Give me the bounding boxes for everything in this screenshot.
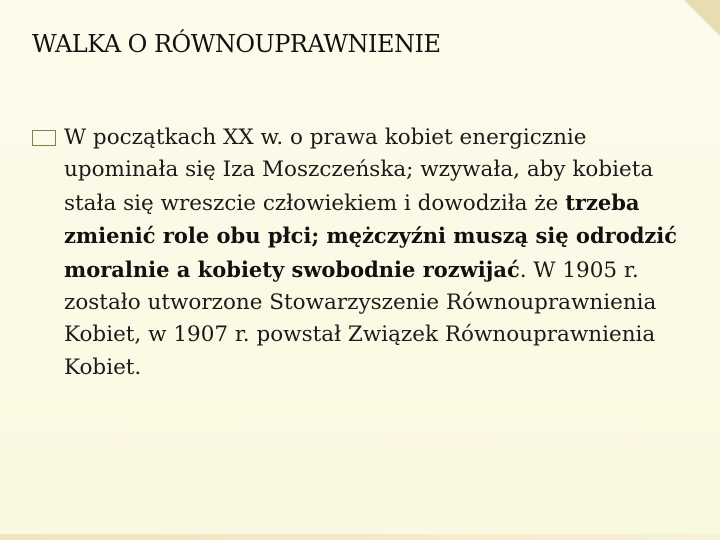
text-part-1: W początkach XX w. o prawa kobiet energicznie upominała się Iza Moszczeńska; wzywała, aby kobieta stała się wreszcie człowiekiem i dowodziła że [64, 125, 654, 216]
corner-decoration [684, 0, 720, 36]
text-part-2: . W 1905 r. zostało utworzone Stowarzyszenie Równouprawnienia Kobiet, w 1907 r. powstał Związek Równouprawnienia Kobiet. [64, 257, 657, 380]
bullet-text [64, 122, 692, 384]
slide-title: WALKA O RÓWNOUPRAWNIENIE [32, 30, 441, 58]
square-bullet-icon [32, 130, 56, 146]
bold-quote: trzeba zmienić role obu płci; mężczyźni muszą się odrodzić moralnie a kobiety swobodnie rozwijać [64, 189, 678, 282]
slide-content [32, 122, 692, 384]
bullet-item [32, 122, 692, 384]
bottom-edge-decoration [0, 534, 720, 540]
